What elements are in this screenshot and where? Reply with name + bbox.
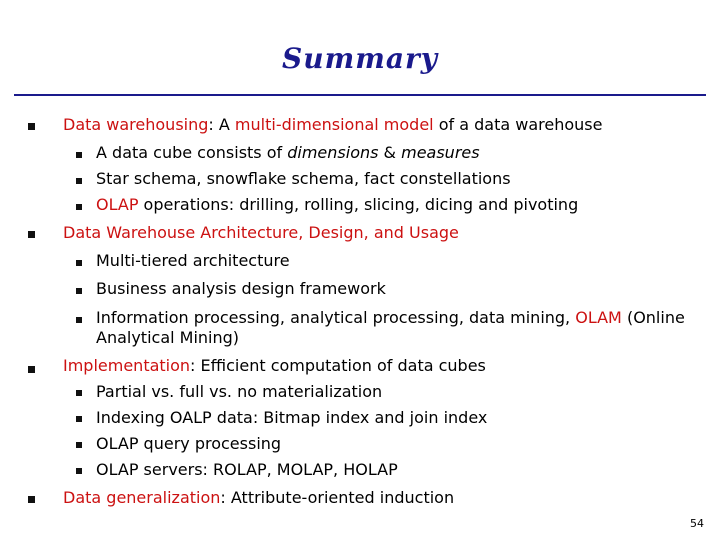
subitem-1-3-line — [96, 195, 578, 215]
subitem-3-3-line — [96, 434, 281, 454]
subitem-text: OLAM — [575, 308, 622, 327]
subitem-2-1-line — [96, 251, 290, 271]
item-text: Data warehousing — [63, 115, 209, 134]
subitem-text: Information processing, analytical processing, data mining, — [96, 308, 576, 327]
bullet-icon — [76, 288, 82, 294]
bullet-icon — [76, 416, 82, 422]
title-divider — [14, 94, 706, 96]
subitem-3-4-line — [96, 460, 398, 480]
item-3-line — [63, 356, 486, 376]
bullet-icon — [76, 317, 82, 323]
item-text: Data generalization — [63, 488, 221, 507]
item-text: Data Warehouse Architecture, Design, and Usage — [63, 223, 459, 242]
subitem-text: (Online Analytical Mining) — [96, 308, 685, 347]
subitem-text: dimensions — [287, 143, 379, 162]
bullet-icon — [28, 496, 35, 503]
item-text: : A — [208, 115, 235, 134]
subitem-1-2-line — [96, 169, 511, 189]
item-text: : Efficient computation of data cubes — [190, 356, 486, 375]
bullet-icon — [76, 468, 82, 474]
subitem-text: Multi-tiered architecture — [96, 251, 290, 270]
bullet-icon — [28, 123, 35, 130]
bullet-icon — [28, 366, 35, 373]
subitem-text: OLAP — [96, 195, 139, 214]
item-text: multi-dimensional model — [234, 115, 434, 134]
subitem-text: operations: drilling, rolling, slicing, dicing and pivoting — [138, 195, 579, 214]
subitem-3-1-line — [96, 382, 382, 402]
item-text: Implementation — [63, 356, 191, 375]
bullet-icon — [28, 231, 35, 238]
subitem-text: OLAP query processing — [96, 434, 282, 453]
item-text: of a data warehouse — [433, 115, 603, 134]
subitem-text: Indexing OALP data: Bitmap index and join index — [96, 408, 488, 427]
bullet-icon — [76, 260, 82, 266]
bullet-icon — [76, 178, 82, 184]
subitem-text: measures — [401, 143, 480, 162]
subitem-2-3-line — [96, 308, 696, 348]
item-2-line — [63, 223, 459, 243]
subitem-text: Partial vs. full vs. no materialization — [96, 382, 383, 401]
subitem-2-2-line — [96, 279, 386, 299]
bullet-icon — [76, 152, 82, 158]
item-1-line — [63, 115, 602, 135]
subitem-text: A data cube consists of — [96, 143, 288, 162]
subitem-3-2-line — [96, 408, 487, 428]
subitem-text: Business analysis design framework — [96, 279, 386, 298]
subitem-text: Star schema, snowflake schema, fact constellations — [96, 169, 511, 188]
subitem-text: & — [378, 143, 402, 162]
bullet-icon — [76, 390, 82, 396]
subitem-text: OLAP servers: ROLAP, MOLAP, HOLAP — [96, 460, 398, 479]
bullet-icon — [76, 204, 82, 210]
item-4-line — [63, 488, 454, 508]
item-text: : Attribute-oriented induction — [220, 488, 455, 507]
bullet-icon — [76, 442, 82, 448]
page-number: 54 — [690, 517, 704, 530]
slide-title: Summary — [282, 42, 438, 75]
subitem-1-1-line — [96, 143, 480, 163]
